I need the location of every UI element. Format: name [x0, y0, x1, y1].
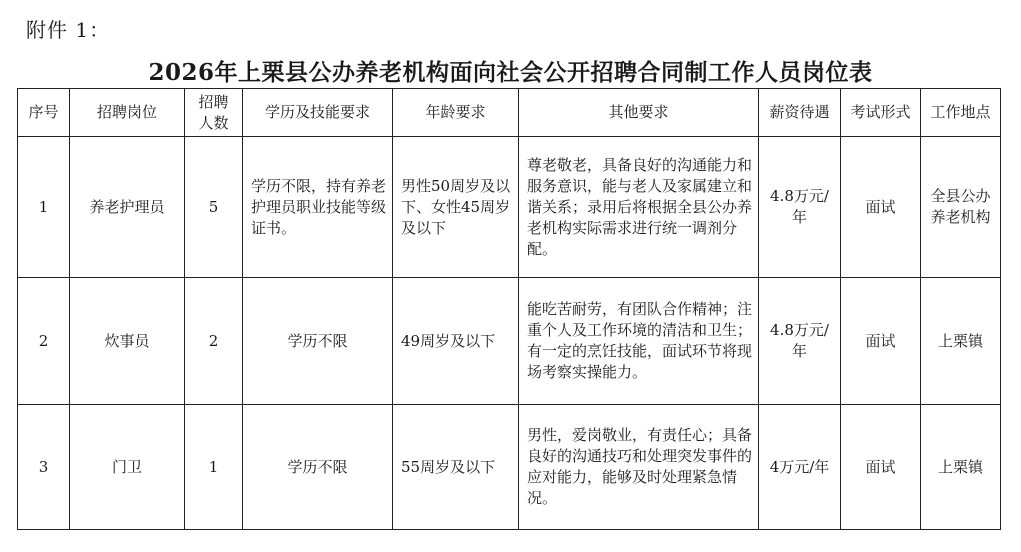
- cell-location: 上栗镇: [921, 278, 1001, 405]
- cell-salary: 4.8万元/年: [759, 278, 841, 405]
- cell-location: 上栗镇: [921, 405, 1001, 530]
- cell-other: 能吃苦耐劳，有团队合作精神；注重个人及工作环境的清洁和卫生；有一定的烹饪技能，面试环节将现场考察实操能力。: [519, 278, 759, 405]
- table-row: [18, 137, 1001, 278]
- header-position: 招聘岗位: [70, 89, 185, 137]
- header-index: 序号: [18, 89, 70, 137]
- cell-position: 炊事员: [70, 278, 185, 405]
- cell-count: 1: [185, 405, 243, 530]
- cell-exam: 面试: [841, 137, 921, 278]
- header-age: 年龄要求: [393, 89, 519, 137]
- cell-education: 学历不限: [243, 405, 393, 530]
- table-row: [18, 278, 1001, 405]
- cell-education: 学历不限: [243, 278, 393, 405]
- cell-salary: 4万元/年: [759, 405, 841, 530]
- cell-other: 尊老敬老，具备良好的沟通能力和服务意识，能与老人及家属建立和谐关系；录用后将根据全县公办养老机构实际需求进行统一调剂分配。: [519, 137, 759, 278]
- table-row: [18, 405, 1001, 530]
- cell-exam: 面试: [841, 405, 921, 530]
- header-location: 工作地点: [921, 89, 1001, 137]
- cell-location: 全县公办养老机构: [921, 137, 1001, 278]
- header-count: [185, 89, 243, 137]
- header-exam: 考试形式: [841, 89, 921, 137]
- header-count-line1: 招聘: [198, 92, 229, 111]
- header-other: 其他要求: [519, 89, 759, 137]
- cell-count: 2: [185, 278, 243, 405]
- page-title: 2026年上栗县公办养老机构面向社会公开招聘合同制工作人员岗位表: [148, 59, 873, 86]
- cell-index: 3: [18, 405, 70, 530]
- cell-count: 5: [185, 137, 243, 278]
- header-education: 学历及技能要求: [243, 89, 393, 137]
- cell-position: 养老护理员: [70, 137, 185, 278]
- header-salary: 薪资待遇: [759, 89, 841, 137]
- cell-exam: 面试: [841, 278, 921, 405]
- positions-table: [17, 88, 1001, 530]
- cell-index: 2: [18, 278, 70, 405]
- cell-age: 49周岁及以下: [393, 278, 519, 405]
- cell-age: 55周岁及以下: [393, 405, 519, 530]
- cell-position: 门卫: [70, 405, 185, 530]
- cell-other: 男性，爱岗敬业，有责任心；具备良好的沟通技巧和处理突发事件的应对能力，能够及时处理紧急情况。: [519, 405, 759, 530]
- cell-age: 男性50周岁及以下、女性45周岁及以下: [393, 137, 519, 278]
- header-count-line2: 人数: [198, 113, 229, 132]
- cell-index: 1: [18, 137, 70, 278]
- cell-education: 学历不限，持有养老护理员职业技能等级证书。: [243, 137, 393, 278]
- header-row: [18, 89, 1001, 137]
- cell-salary: 4.8万元/年: [759, 137, 841, 278]
- attachment-label: 附件 1：: [26, 18, 111, 42]
